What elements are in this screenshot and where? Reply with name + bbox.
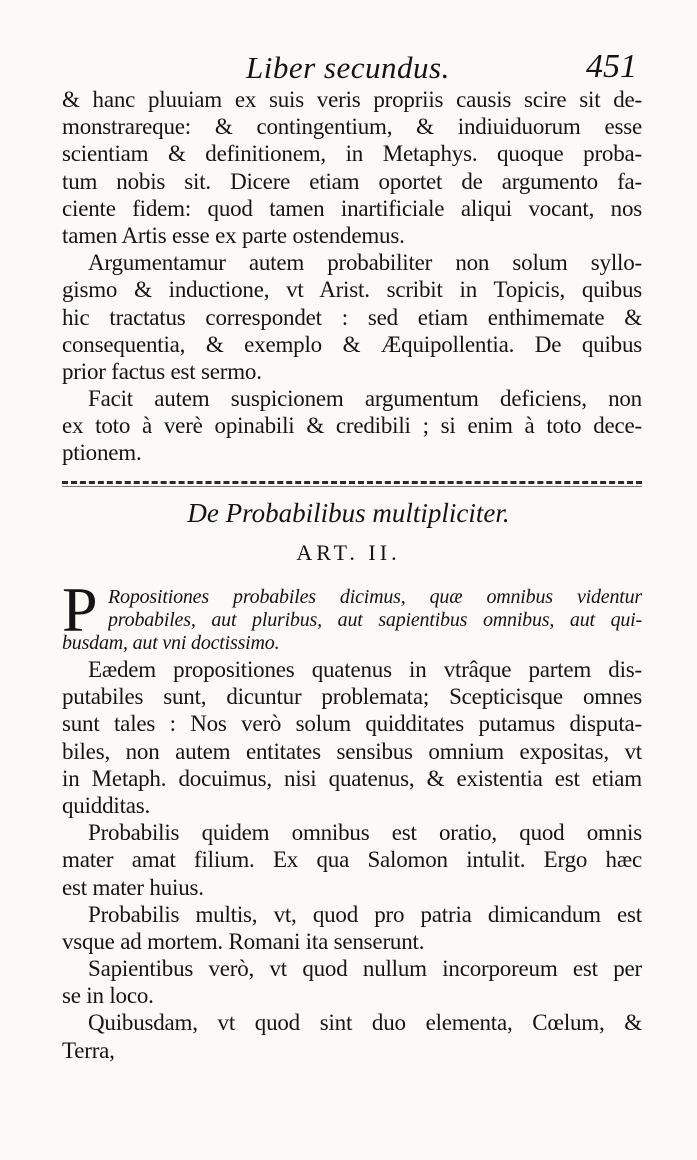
text-line: putabiles sunt, dicuntur problemata; Scepticisque omnes [62,684,642,710]
definition-block [62,586,642,655]
bottom-text-block [62,656,642,1064]
paragraph-7 [62,955,642,1009]
paragraph-6 [62,901,642,955]
paragraph-8 [62,1009,642,1063]
text-line: Terra, [62,1037,115,1063]
top-text-block [62,86,642,467]
text-line: sunt tales : Nos verò solum quidditates putamus disputa- [62,711,642,737]
text-line: monstrareque: & contingentium, & indiuiduorum esse [62,114,642,140]
divider-rule-thin [62,486,642,487]
page-number: 451 [586,48,637,85]
drop-cap: P [62,574,98,645]
text-line: & hanc pluuiam ex suis veris propriis causis scire sit de- [62,87,642,112]
text-line: scientiam & definitionem, in Metaphys. quoque proba- [62,141,642,167]
text-line: consequentia, & exemplo & Æquipollentia. De quibus [62,331,642,357]
paragraph-2 [62,249,642,385]
text-line: vsque ad mortem. Romani ita senserunt. [62,928,425,954]
paragraph-3 [62,385,642,467]
text-line: probabiles, aut pluribus, aut sapientibus omnibus, aut qui- [108,609,642,631]
running-head [0,46,697,86]
text-line: Sapientibus verò, vt quod nullum incorporeum est per [88,956,642,982]
text-line: mater amat filium. Ex qua Salomon intulit. Ergo hæc [62,847,642,873]
text-line: in Metaph. docuimus, nisi quatenus, & existentia est etiam [62,765,642,791]
text-line: biles, non autem entitates sensibus omnium expositas, vt [62,738,642,764]
section-title: De Probabilibus multipliciter. [187,498,510,528]
text-line: Eædem propositiones quatenus in vtrâque partem dis- [88,657,642,682]
divider-rule [62,481,642,484]
text-line: Probabilis multis, vt, quod pro patria dimicandum est [88,901,642,927]
paragraph-5 [62,819,642,901]
text-line: hic tractatus correspondet : sed etiam enthimemate & [62,304,642,330]
text-line: ex toto à verè opinabili & credibili ; si enim à toto dece- [62,413,642,439]
text-line: Quibusdam, vt quod sint duo elementa, Cœlum, & [88,1010,642,1036]
text-line: Argumentamur autem probabiliter non solum syllo- [88,250,642,276]
paragraph-4 [62,656,642,819]
text-line: gismo & inductione, vt Arist. scribit in Topicis, quibus [62,277,642,303]
running-head-title: Liber secundus. [246,50,450,85]
text-line: quidditas. [62,792,151,818]
text-line: ptionem. [62,440,142,466]
text-line: busdam, aut vni doctissimo. [62,632,280,654]
text-line: tamen Artis esse ex parte ostendemus. [62,222,405,248]
text-line: se in loco. [62,983,154,1009]
text-line: Facit autem suspicionem argumentum deficiens, non [88,386,642,412]
article-heading: ART. II. [296,540,401,565]
text-line: prior factus est sermo. [62,358,262,384]
text-line: Ropositiones probabiles dicimus, quæ omnibus videntur [108,586,642,608]
text-line: Probabilis quidem omnibus est oratio, quod omnis [88,820,642,846]
text-line: tum nobis sit. Dicere etiam oportet de argumento fa- [62,168,642,194]
text-line: est mater huius. [62,874,204,900]
text-line: ciente fidem: quod tamen inartificiale aliqui vocant, nos [62,195,642,221]
paragraph-1 [62,86,642,249]
